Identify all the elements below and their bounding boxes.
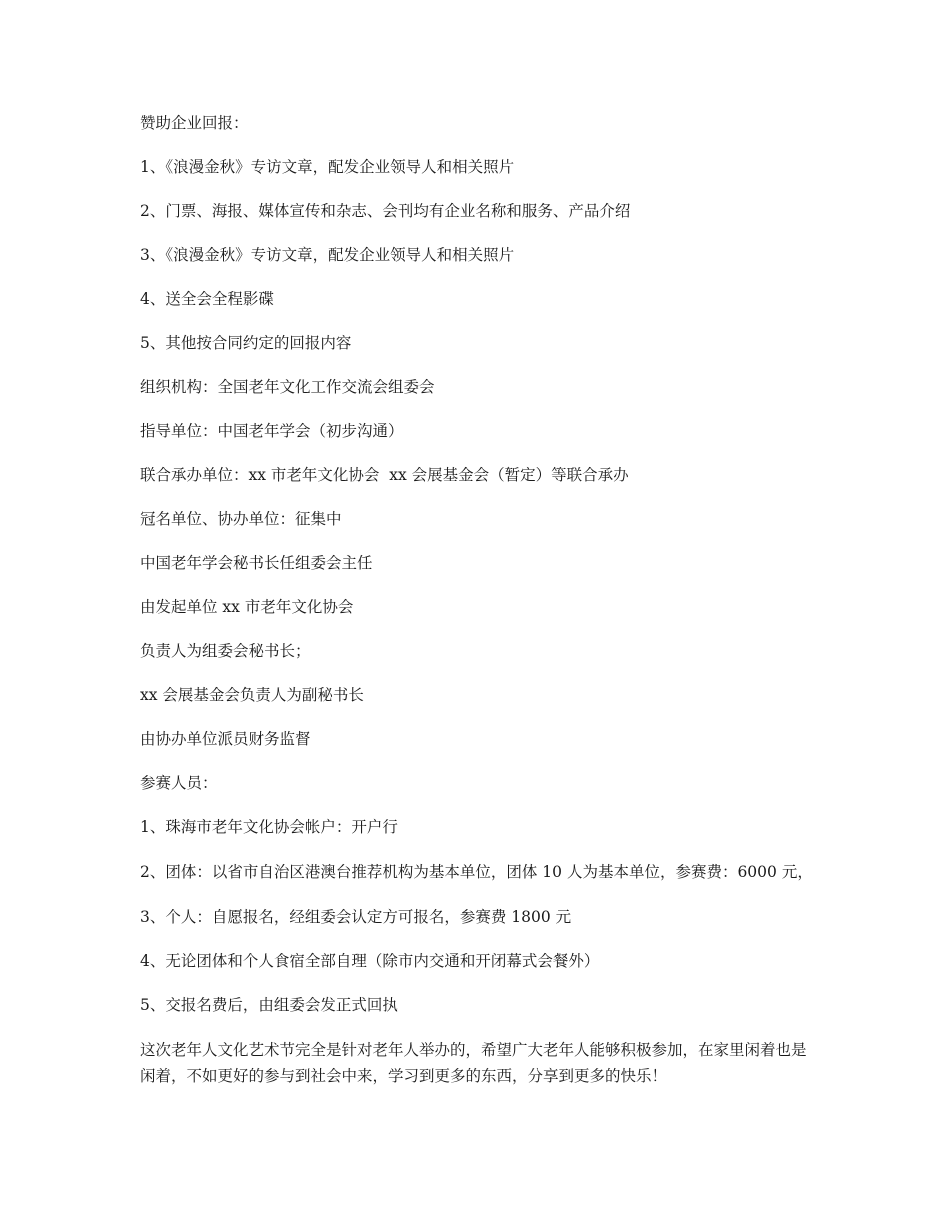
- participants-heading: 参赛人员：: [140, 774, 218, 792]
- list-item: 2、团体：以省市自治区港澳台推荐机构为基本单位，团体 10 人为基本单位，参赛费：6000 元，: [140, 863, 813, 881]
- title-sponsor-line: 冠名单位、协办单位：征集中: [140, 510, 342, 528]
- sponsor-return-heading: 赞助企业回报：: [140, 114, 249, 132]
- committee-line: 由发起单位 xx 市老年文化协会: [140, 598, 354, 616]
- document-body: [140, 111, 820, 1109]
- list-item: 1、珠海市老年文化协会帐户：开户行: [140, 818, 398, 836]
- list-item: 5、其他按合同约定的回报内容: [140, 334, 352, 352]
- list-item: 1、《浪漫金秋》专访文章，配发企业领导人和相关照片: [140, 158, 515, 176]
- list-item: 3、个人：自愿报名，经组委会认定方可报名，参赛费 1800 元: [140, 908, 572, 926]
- committee-line: 负责人为组委会秘书长；: [140, 642, 311, 660]
- organization-line: 组织机构：全国老年文化工作交流会组委会: [140, 378, 435, 396]
- committee-line: 中国老年学会秘书长任组委会主任: [140, 554, 373, 572]
- list-item: 4、送全会全程影碟: [140, 290, 274, 308]
- list-item: 3、《浪漫金秋》专访文章，配发企业领导人和相关照片: [140, 246, 515, 264]
- committee-line: xx 会展基金会负责人为副秘书长: [140, 686, 364, 704]
- list-item: 2、门票、海报、媒体宣传和杂志、会刊均有企业名称和服务、产品介绍: [140, 202, 631, 220]
- committee-line: 由协办单位派员财务监督: [140, 730, 311, 748]
- closing-paragraph: 这次老年人文化艺术节完全是针对老年人举办的，希望广大老年人能够积极参加，在家里闲着也是闲着，不如更好的参与到社会中来，学习到更多的东西，分享到更多的快乐！: [140, 1041, 807, 1085]
- list-item: 4、无论团体和个人食宿全部自理（除市内交通和开闭幕式会餐外）: [140, 952, 600, 970]
- co-organizer-line: 联合承办单位：xx 市老年文化协会 xx 会展基金会（暂定）等联合承办: [140, 466, 629, 484]
- list-item: 5、交报名费后，由组委会发正式回执: [140, 996, 398, 1014]
- guidance-unit-line: 指导单位：中国老年学会（初步沟通）: [140, 422, 404, 440]
